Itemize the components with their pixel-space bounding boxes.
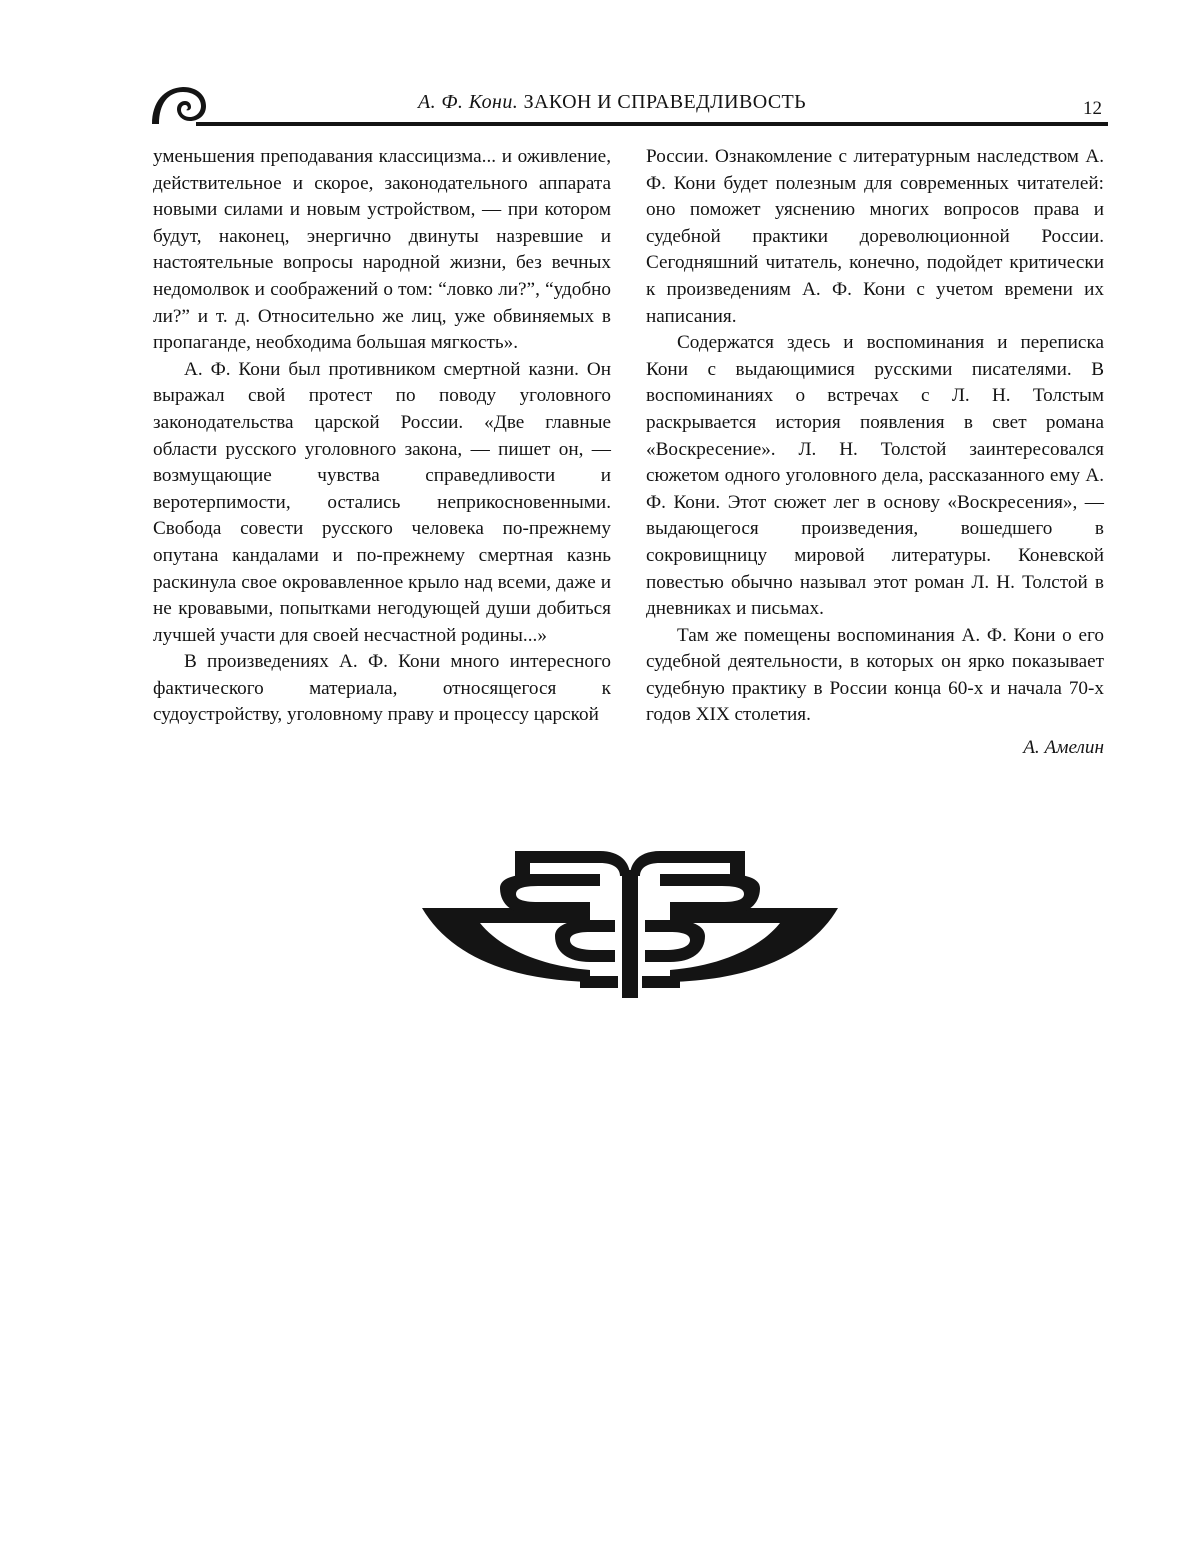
left-paragraph-3: В произведениях А. Ф. Кони много интересного фактического материала, относящегося к судоустройству, уголовному праву и процессу царской — [153, 651, 611, 726]
right-paragraph-3: Там же помещены воспоминания А. Ф. Кони о его судебной деятельности, в которых он ярко показывает судебную практику в России конца 60-х и начала 70-х годов XIX столетия. — [646, 624, 1104, 726]
page-number: 12 — [1083, 98, 1102, 119]
header-rule — [196, 122, 1108, 126]
running-header — [150, 84, 1108, 128]
running-title — [418, 91, 806, 114]
ornamental-vignette-icon — [420, 848, 840, 1004]
header-book-title: ЗАКОН И СПРАВЕДЛИВОСТЬ — [523, 91, 807, 113]
right-paragraph-2: Содержатся здесь и воспоминания и переписка Кони с выдающимися русскими писателями. В воспоминаниях о встречах с Л. Н. Толстым раскрывается история появления в свет романа «Воскресение». Л. Н. Толстой заинтересовался сюжетом одного уголовного дела, рассказанного ему А. Ф. Кони. Этот сюжет лег в основу «Воскресения», — выдающегося произведения, вошедшего в сокровищницу мировой литературы. Коневской повестью обычно называл этот роман Л. Н. Толстой в дневниках и письмах. — [646, 332, 1104, 620]
right-paragraph-1: России. Ознакомление с литературным наследством А. Ф. Кони будет полезным для современных читателей: оно поможет уяснению многих вопросов права и судебной практики дореволюционной России. Сегодняшний читатель, конечно, подойдет критически к произведениям А. Ф. Кони с учетом времени их написания. — [646, 146, 1104, 327]
left-paragraph-2: А. Ф. Кони был противником смертной казни. Он выражал свой протест по поводу уголовного законодательства царской России. «Две главные области русского уголовного закона, — пишет он, — возмущающие чувства справедливости и веротерпимости, остались неприкосновенными. Свобода совести русского человека по-прежнему опутана кандалами и по-прежнему смертная казнь раскинула свое окровавленное крыло над всеми, даже и не кровавыми, попытками негодующей души добиться лучшей участи для своей несчастной родины...» — [153, 358, 611, 646]
right-column — [646, 144, 1104, 762]
header-author: А. Ф. Кони. — [418, 91, 519, 113]
left-column — [153, 144, 611, 729]
author-signature: А. Амелин — [1023, 737, 1104, 759]
left-paragraph-1: уменьшения преподавания классицизма... и оживление, действительное и скорое, законодательного аппарата новыми силами и новым устройством, — при котором будут, наконец, энергично двинуты назревшие и настоятельные вопросы народной жизни, без вечных недомолвок и соображений о том: “ловко ли?”, “удобно ли?” и т. д. Относительно же лиц, уже обвиняемых в пропаганде, необходима большая мягкость». — [153, 146, 611, 354]
